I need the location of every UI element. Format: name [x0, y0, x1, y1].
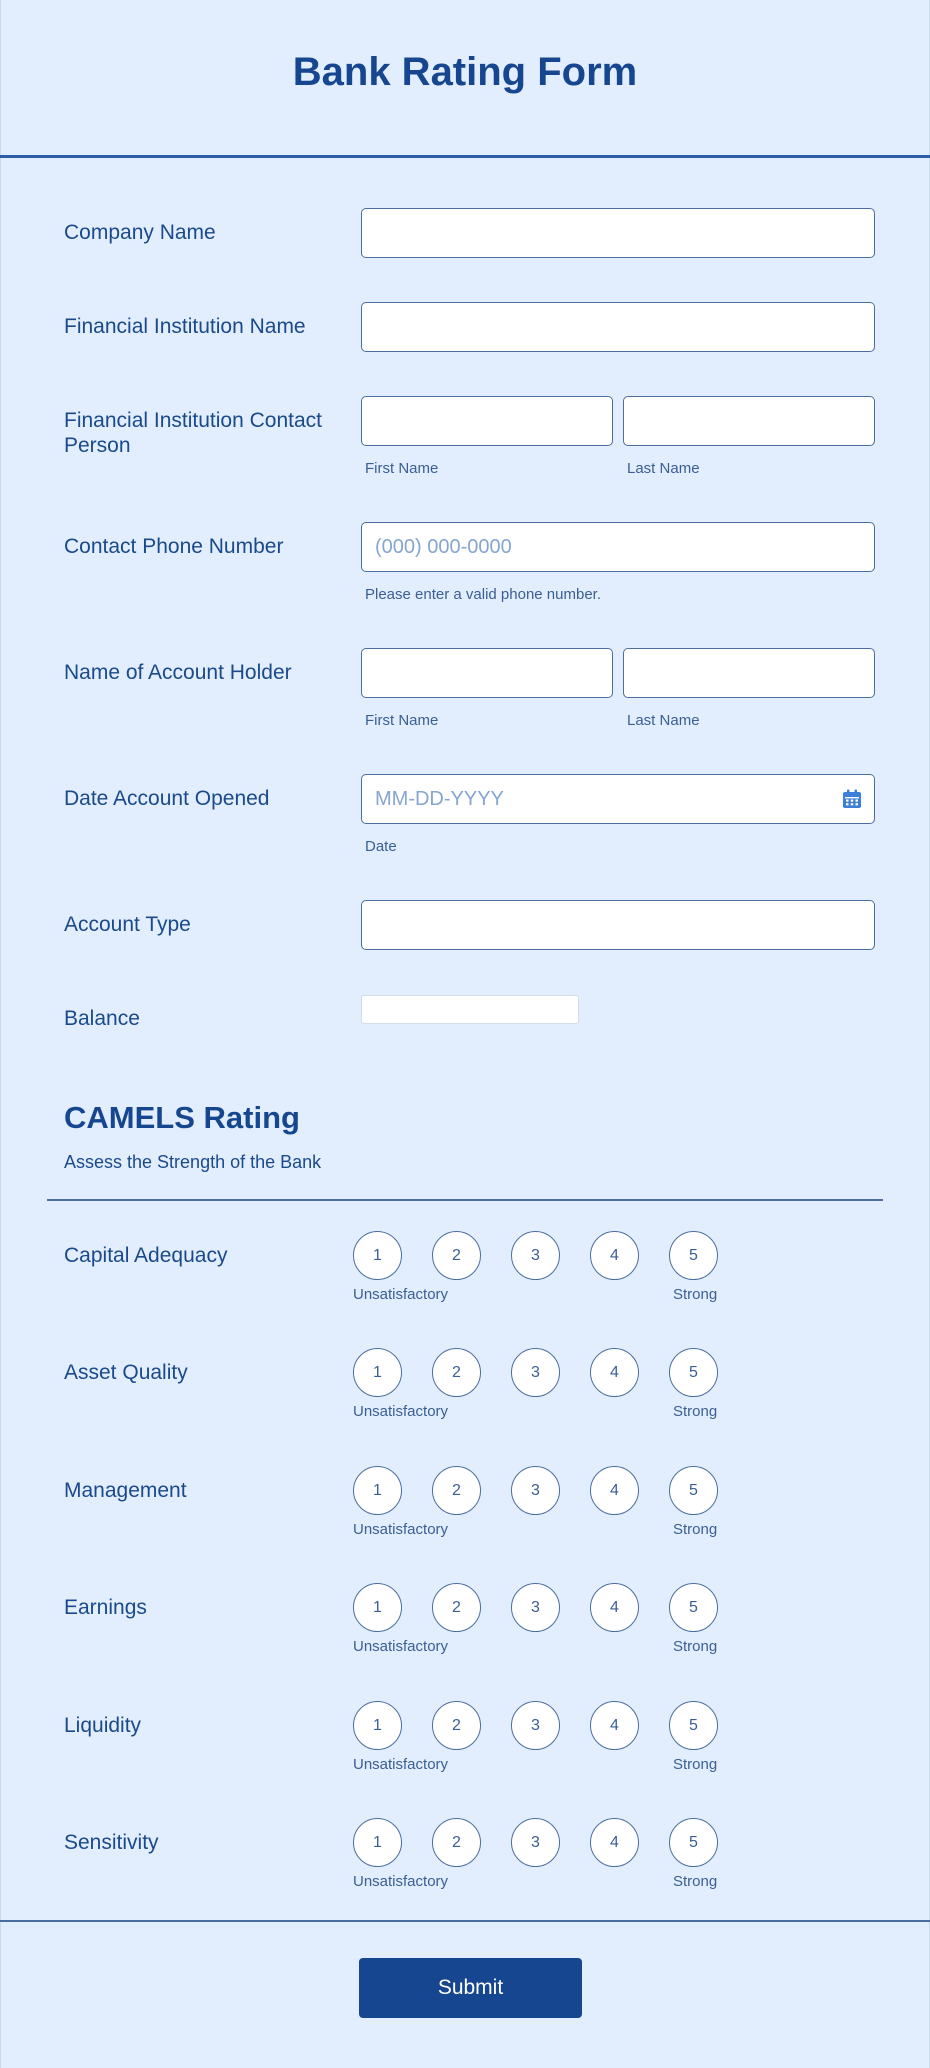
camels-section-title: CAMELS Rating	[64, 1100, 300, 1135]
rating-option-3[interactable]: 3	[511, 1466, 560, 1515]
rating-high-label: Strong	[673, 1638, 718, 1655]
rating-label: Management	[64, 1479, 187, 1502]
rating-high-label: Strong	[673, 1286, 718, 1303]
rating-label: Asset Quality	[64, 1361, 188, 1384]
rating-low-label: Unsatisfactory	[353, 1403, 449, 1420]
footer-divider	[0, 1920, 930, 1922]
phone-label: Contact Phone Number	[64, 535, 284, 558]
rating-option-2[interactable]: 2	[432, 1231, 481, 1280]
rating-high-label: Strong	[673, 1521, 718, 1538]
rating-option-1[interactable]: 1	[353, 1348, 402, 1397]
section-divider	[47, 1199, 883, 1201]
rating-low-label: Unsatisfactory	[353, 1286, 449, 1303]
rating-option-5[interactable]: 5	[669, 1466, 718, 1515]
contact-first-name-input[interactable]	[361, 396, 613, 446]
rating-option-5[interactable]: 5	[669, 1583, 718, 1632]
company-name-input[interactable]	[361, 208, 875, 258]
rating-low-label: Unsatisfactory	[353, 1756, 449, 1773]
phone-input[interactable]: (000) 000-0000	[361, 522, 875, 572]
account-holder-label: Name of Account Holder	[64, 661, 292, 684]
balance-label: Balance	[64, 1007, 140, 1030]
rating-option-5[interactable]: 5	[669, 1231, 718, 1280]
date-opened-input[interactable]	[361, 774, 875, 824]
account-type-input[interactable]	[361, 900, 875, 950]
rating-high-label: Strong	[673, 1403, 718, 1420]
rating-option-1[interactable]: 1	[353, 1231, 402, 1280]
rating-option-5[interactable]: 5	[669, 1348, 718, 1397]
rating-option-3[interactable]: 3	[511, 1583, 560, 1632]
rating-label: Earnings	[64, 1596, 147, 1619]
contact-first-name-sublabel: First Name	[365, 460, 439, 477]
rating-option-3[interactable]: 3	[511, 1231, 560, 1280]
contact-person-label-line1: Financial Institution Contact	[64, 409, 322, 432]
phone-hint: Please enter a valid phone number.	[365, 586, 601, 603]
rating-option-4[interactable]: 4	[590, 1466, 639, 1515]
rating-option-3[interactable]: 3	[511, 1701, 560, 1750]
holder-last-name-input[interactable]	[623, 648, 875, 698]
rating-low-label: Unsatisfactory	[353, 1873, 449, 1890]
rating-high-label: Strong	[673, 1756, 718, 1773]
camels-section-subtitle: Assess the Strength of the Bank	[64, 1152, 322, 1172]
rating-high-label: Strong	[673, 1873, 718, 1890]
contact-person-label	[64, 408, 322, 458]
holder-first-name-sublabel: First Name	[365, 712, 439, 729]
rating-label: Sensitivity	[64, 1831, 159, 1854]
rating-option-2[interactable]: 2	[432, 1818, 481, 1867]
rating-option-2[interactable]: 2	[432, 1466, 481, 1515]
holder-last-name-sublabel: Last Name	[627, 712, 700, 729]
rating-option-4[interactable]: 4	[590, 1348, 639, 1397]
date-opened-label: Date Account Opened	[64, 787, 270, 810]
rating-option-4[interactable]: 4	[590, 1583, 639, 1632]
rating-option-2[interactable]: 2	[432, 1701, 481, 1750]
contact-last-name-sublabel: Last Name	[627, 460, 700, 477]
rating-option-4[interactable]: 4	[590, 1818, 639, 1867]
rating-label: Liquidity	[64, 1714, 142, 1737]
holder-first-name-input[interactable]	[361, 648, 613, 698]
rating-option-3[interactable]: 3	[511, 1818, 560, 1867]
contact-person-label-line2: Person	[64, 434, 131, 457]
rating-low-label: Unsatisfactory	[353, 1638, 449, 1655]
rating-low-label: Unsatisfactory	[353, 1521, 449, 1538]
company-name-label: Company Name	[64, 221, 216, 244]
account-type-label: Account Type	[64, 913, 191, 936]
rating-option-1[interactable]: 1	[353, 1701, 402, 1750]
rating-option-1[interactable]: 1	[353, 1466, 402, 1515]
rating-option-4[interactable]: 4	[590, 1231, 639, 1280]
rating-option-2[interactable]: 2	[432, 1583, 481, 1632]
rating-option-1[interactable]: 1	[353, 1583, 402, 1632]
form-header	[0, 0, 930, 158]
form-title: Bank Rating Form	[292, 50, 638, 94]
rating-option-2[interactable]: 2	[432, 1348, 481, 1397]
date-opened-sublabel: Date	[365, 838, 397, 855]
contact-last-name-input[interactable]	[623, 396, 875, 446]
institution-name-input[interactable]	[361, 302, 875, 352]
submit-button[interactable]: Submit	[359, 1958, 582, 2018]
rating-option-3[interactable]: 3	[511, 1348, 560, 1397]
rating-label: Capital Adequacy	[64, 1244, 228, 1267]
calendar-icon[interactable]	[842, 789, 862, 809]
rating-option-1[interactable]: 1	[353, 1818, 402, 1867]
institution-name-label: Financial Institution Name	[64, 315, 306, 338]
rating-option-4[interactable]: 4	[590, 1701, 639, 1750]
rating-option-5[interactable]: 5	[669, 1818, 718, 1867]
rating-option-5[interactable]: 5	[669, 1701, 718, 1750]
date-opened-placeholder: MM-DD-YYYY	[375, 788, 504, 810]
balance-input[interactable]	[361, 995, 579, 1024]
